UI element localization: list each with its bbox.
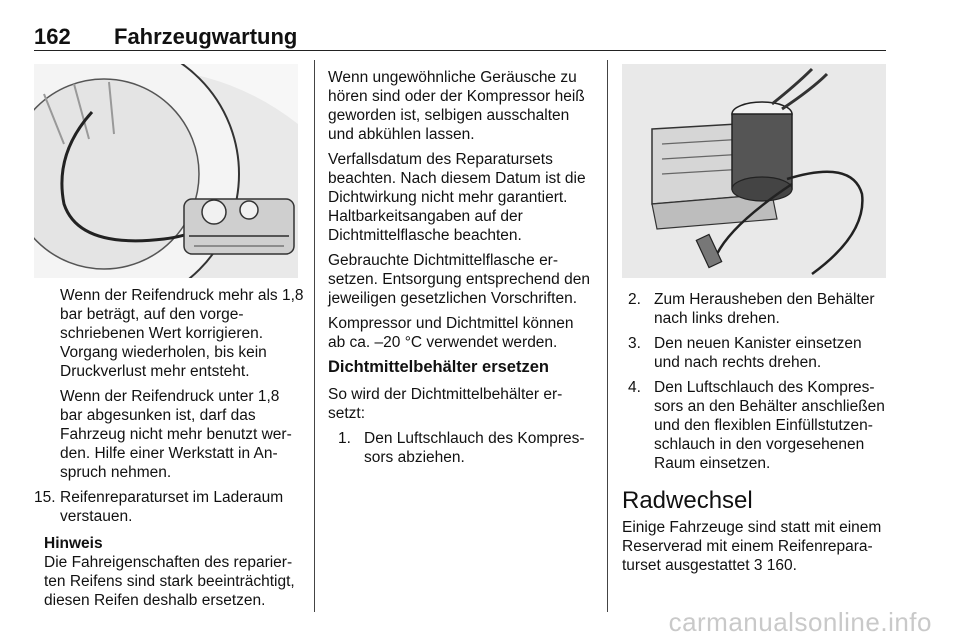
page-number: 162 — [34, 24, 71, 49]
step-4-text: Den Luftschlauch des Kompressors an den Behälter anschließen und den flexiblen Einfüllstutzenschlauch in den vorgesehenen Raum einsetzen. — [654, 379, 885, 472]
caption-1: Wenn der Reifendruck mehr als 1,8 bar beträgt, auf den vorgeschriebenen Wert korrigieren. Vorgang wiederholen, bis kein Druckverlust mehr entsteht. — [60, 287, 304, 380]
step-15-text: Reifenreparaturset im Laderaum verstauen. — [60, 489, 284, 525]
tyre-compressor-illustration — [34, 64, 298, 278]
section-heading-dichtmittel: Dichtmittelbehälter ersetzen — [328, 358, 549, 376]
page-reference: 160. — [766, 557, 797, 574]
step-1-number: 1. — [338, 430, 351, 447]
step-1-text: Den Luftschlauch des Kompressors abziehen. — [364, 430, 585, 466]
column-2-text — [328, 68, 594, 473]
figure-tyre-compressor — [34, 64, 298, 278]
page-reference-link[interactable] — [754, 557, 797, 574]
section-title: Fahrzeugwartung — [114, 24, 298, 49]
step-15 — [34, 488, 304, 526]
paragraph-4: Kompressor und Dichtmittel können ab ca. –20 °C verwendet werden. — [328, 315, 574, 351]
step-15-number: 15. — [34, 489, 56, 506]
paragraph-1: Wenn ungewöhnliche Geräusche zu hören sind oder der Kompressor heiß geworden ist, selbigen ausschalten und abkühlen lassen. — [328, 69, 585, 143]
radwechsel-text: Einige Fahrzeuge sind statt mit einem Reserverad mit einem Reifenreparaturset ausgestattet — [622, 519, 882, 574]
watermark: carmanualsonline.info — [668, 607, 932, 637]
column-divider-2 — [607, 60, 608, 612]
hinweis-title: Hinweis — [44, 535, 103, 552]
hinweis-text: Die Fahreigenschaften des reparierten Reifens sind stark beeinträchtigt, diesen Reifen deshalb ersetzen. — [44, 554, 295, 609]
step-3-number: 3. — [628, 335, 641, 352]
step-2-text: Zum Herausheben den Behälter nach links drehen. — [654, 291, 875, 327]
step-4 — [628, 378, 888, 473]
radwechsel-paragraph — [622, 518, 888, 575]
sealant-canister-illustration — [622, 64, 886, 278]
step-2 — [628, 290, 888, 328]
column-3-text — [622, 290, 888, 581]
intro-text: So wird der Dichtmittelbehälter ersetzt: — [328, 386, 563, 422]
step-2-number: 2. — [628, 291, 641, 308]
step-3 — [628, 334, 888, 372]
section-heading-radwechsel: Radwechsel — [622, 487, 753, 514]
paragraph-2: Verfallsdatum des Reparatursets beachten. Nach diesem Datum ist die Dichtwirkung nicht mehr garantiert. Haltbarkeitsangaben auf der Dichtmittelflasche beachten. — [328, 151, 586, 244]
caption-2: Wenn der Reifendruck unter 1,8 bar abgesunken ist, darf das Fahrzeug nicht mehr benutzt werden. Hilfe einer Werkstatt in Anspruch nehmen. — [60, 388, 292, 481]
hinweis-block — [34, 534, 304, 610]
step-1 — [338, 429, 594, 467]
arrow-reference-icon: 3 — [753, 557, 763, 574]
paragraph-3: Gebrauchte Dichtmittelflasche ersetzen. Entsorgung entsprechend den jeweiligen gesetzlichen Vorschriften. — [328, 252, 590, 307]
figure-sealant-canister — [622, 64, 886, 278]
header-rule — [34, 50, 886, 51]
step-3-text: Den neuen Kanister einsetzen und nach rechts drehen. — [654, 335, 862, 371]
column-divider-1 — [314, 60, 315, 612]
step-4-number: 4. — [628, 379, 641, 396]
column-1-text — [34, 286, 304, 610]
